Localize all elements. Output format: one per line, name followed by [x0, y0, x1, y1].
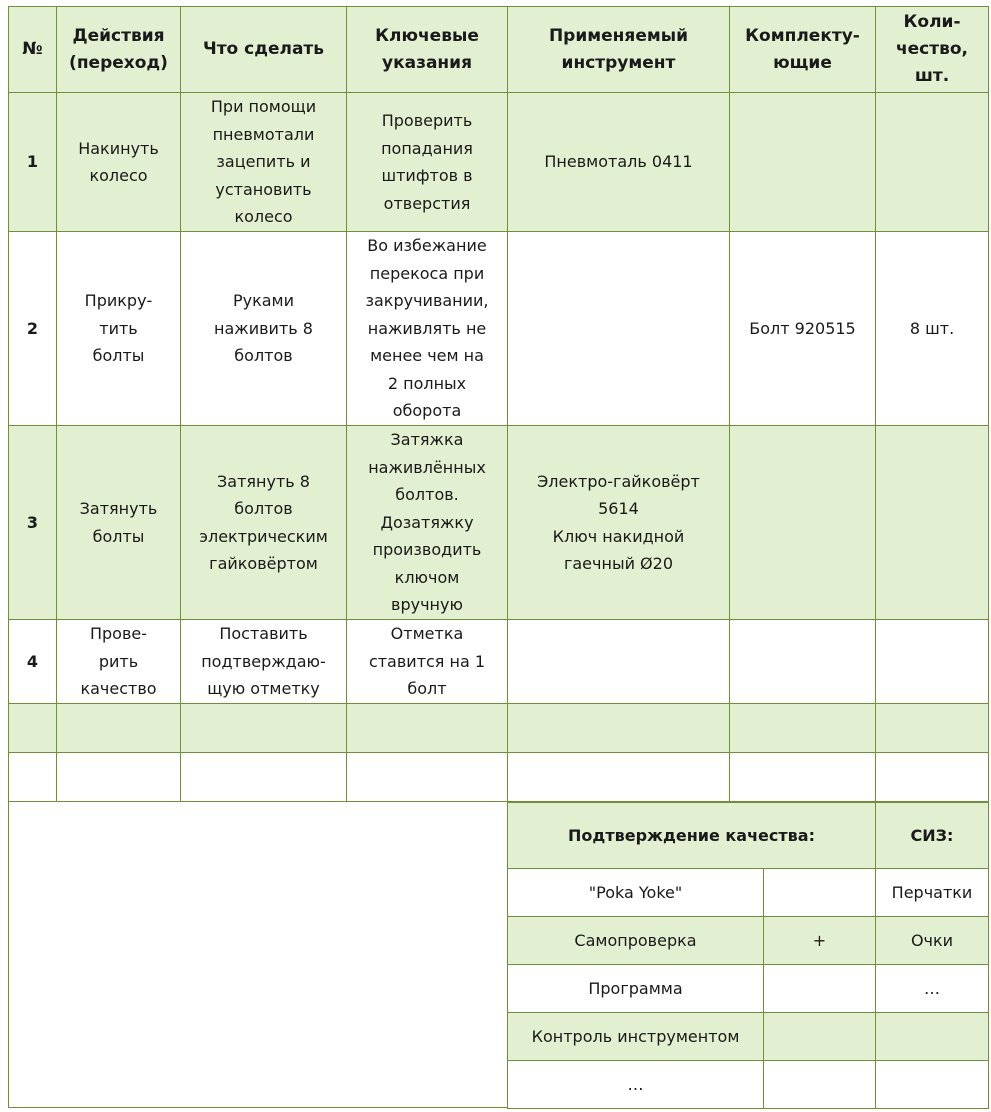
quality-row: [508, 1013, 989, 1061]
row-key: Проверить попадания штифтов в отверстия: [347, 93, 508, 232]
row-key: Отметка ставится на 1 болт: [347, 620, 508, 704]
row-what: Поставить подтверждаю- щую отметку: [181, 620, 347, 704]
row-tool: Пневмоталь 0411: [508, 93, 730, 232]
row-tool: Электро-гайковёрт 5614 Ключ накидной гаечный Ø20: [508, 426, 730, 620]
row-num: 4: [9, 620, 57, 704]
header-action: Действия (переход): [57, 7, 181, 93]
quality-label: …: [508, 1061, 764, 1109]
row-tool: [508, 620, 730, 704]
row-qty: 8 шт.: [876, 232, 989, 426]
quality-mark: +: [764, 917, 876, 965]
quality-header-row: [508, 803, 989, 869]
row-qty: [876, 620, 989, 704]
empty-row: [9, 704, 989, 753]
quality-row: [508, 965, 989, 1013]
table-row: [9, 93, 989, 232]
row-parts: [730, 620, 876, 704]
row-what: Затянуть 8 болтов электрическим гайковёртом: [181, 426, 347, 620]
siz-item: Очки: [876, 917, 989, 965]
table-row: [9, 620, 989, 704]
row-num: 2: [9, 232, 57, 426]
row-parts: Болт 920515: [730, 232, 876, 426]
header-tool: Применяемый инструмент: [508, 7, 730, 93]
row-tool: [508, 232, 730, 426]
quality-row: [508, 917, 989, 965]
quality-label: Программа: [508, 965, 764, 1013]
quality-row: [508, 869, 989, 917]
blank-area: [8, 802, 507, 1108]
quality-mark: [764, 869, 876, 917]
siz-item: Перчатки: [876, 869, 989, 917]
row-parts: [730, 426, 876, 620]
header-key: Ключевые указания: [347, 7, 508, 93]
table-row: [9, 232, 989, 426]
header-num: №: [9, 7, 57, 93]
quality-mark: [764, 1061, 876, 1109]
row-what: При помощи пневмотали зацепить и установить колесо: [181, 93, 347, 232]
row-action: Прове- рить качество: [57, 620, 181, 704]
quality-mark: [764, 1013, 876, 1061]
empty-row: [9, 753, 989, 802]
quality-title: Подтверждение качества:: [508, 803, 876, 869]
row-num: 1: [9, 93, 57, 232]
quality-label: Самопроверка: [508, 917, 764, 965]
row-key: Во избежание перекоса при закручивании, наживлять не менее чем на 2 полных оборота: [347, 232, 508, 426]
quality-table: [507, 802, 989, 1109]
row-qty: [876, 93, 989, 232]
table-row: [9, 426, 989, 620]
operations-table: [8, 6, 989, 802]
quality-label: Контроль инструментом: [508, 1013, 764, 1061]
header-qty: Коли- чество, шт.: [876, 7, 989, 93]
row-parts: [730, 93, 876, 232]
row-action: Затянуть болты: [57, 426, 181, 620]
row-action: Прикру- тить болты: [57, 232, 181, 426]
row-qty: [876, 426, 989, 620]
row-action: Накинуть колесо: [57, 93, 181, 232]
row-num: 3: [9, 426, 57, 620]
siz-title: СИЗ:: [876, 803, 989, 869]
quality-row: [508, 1061, 989, 1109]
siz-item: [876, 1061, 989, 1109]
header-row: [9, 7, 989, 93]
siz-item: …: [876, 965, 989, 1013]
header-what: Что сделать: [181, 7, 347, 93]
header-parts: Комплекту- ющие: [730, 7, 876, 93]
quality-label: "Poka Yoke": [508, 869, 764, 917]
row-key: Затяжка наживлённых болтов. Дозатяжку производить ключом вручную: [347, 426, 508, 620]
row-what: Руками наживить 8 болтов: [181, 232, 347, 426]
siz-item: [876, 1013, 989, 1061]
quality-mark: [764, 965, 876, 1013]
